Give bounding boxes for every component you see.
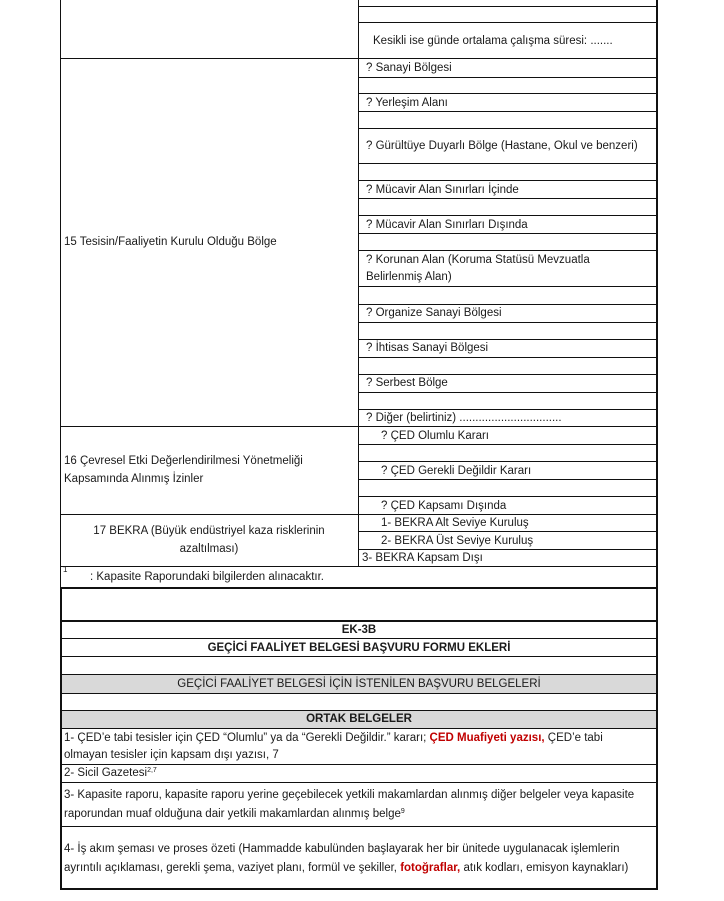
option-eia-not-required[interactable]: ? ÇED Gerekli Değildir Kararı — [381, 465, 532, 477]
option-eia-out-of-scope[interactable]: ? ÇED Kapsamı Dışında — [381, 500, 507, 512]
row2-text: 2- Sicil Gazetesi — [64, 767, 148, 779]
item-17-label-line1: 17 BEKRA (Büyük endüstriyel kaza risklerinin — [93, 525, 325, 537]
row4-text-b: atık kodları, emisyon kaynakları) — [460, 862, 629, 874]
required-documents-header: GEÇİCİ FAALİYET BELGESİ İÇİN İSTENİLEN BAŞVURU BELGELERİ — [177, 678, 541, 690]
option-protected-area[interactable]: ? Korunan Alan (Koruma Statüsü Mevzuatla — [366, 254, 590, 266]
option-organized-industrial-zone[interactable]: ? Organize Sanayi Bölgesi — [366, 307, 502, 319]
document-row-3-line2 — [64, 806, 405, 822]
option-bekra-upper-tier[interactable]: 2- BEKRA Üst Seviye Kuruluş — [381, 535, 534, 547]
option-other[interactable]: ? Diğer (belirtiniz) ................................ — [366, 412, 562, 424]
footnote-text: : Kapasite Raporundaki bilgilerden alınacaktır. — [90, 571, 324, 583]
item-17-label-line2: azaltılması) — [179, 543, 239, 555]
option-protected-area-cont: Belirlenmiş Alan) — [366, 271, 452, 283]
option-eia-positive[interactable]: ? ÇED Olumlu Kararı — [381, 430, 490, 442]
common-documents-header: ORTAK BELGELER — [306, 713, 412, 725]
document-row-4-line1: 4- İş akım şeması ve proses özeti (Hammadde kabulünden başlayarak her bir ünitede uygulanacak işlemlerin — [64, 843, 620, 855]
working-time-text: Kesikli ise günde ortalama çalışma süresi: ....... — [373, 35, 613, 47]
option-within-adjacent-area[interactable]: ? Mücavir Alan Sınırları İçinde — [366, 184, 519, 196]
row4-red-text: fotoğraflar, — [400, 862, 461, 874]
document-row-1 — [64, 730, 603, 746]
option-specialized-industrial-zone[interactable]: ? İhtisas Sanayi Bölgesi — [366, 342, 489, 354]
footnote-mark: 1 — [63, 565, 68, 574]
item-15-label: 15 Tesisin/Faaliyetin Kurulu Olduğu Bölge — [64, 236, 277, 248]
item-16-label-line1: 16 Çevresel Etki Değerlendirilmesi Yönetmeliği — [64, 455, 303, 467]
annex-code: EK-3B — [341, 624, 377, 636]
option-noise-sensitive-zone[interactable]: ? Gürültüye Duyarlı Bölge (Hastane, Okul ve benzeri) — [366, 140, 638, 152]
document-row-3-line1: 3- Kapasite raporu, kapasite raporu yerine geçebilecek yetkili makamlardan alınmış diğer belgeler veya kapasite — [64, 789, 635, 801]
option-free-zone[interactable]: ? Serbest Bölge — [366, 377, 448, 389]
row1-red-text: ÇED Muafiyeti yazısı, — [429, 732, 545, 744]
row2-sup: 2,7 — [147, 767, 157, 774]
annex-title: GEÇİCİ FAALİYET BELGESİ BAŞVURU FORMU EKLERİ — [207, 642, 511, 654]
document-row-1-line2: olmayan tesisler için kapsam dışı yazısı, 7 — [64, 749, 279, 761]
document-row-4-line2 — [64, 860, 628, 876]
row1-text-a: 1- ÇED’e tabi tesisler için ÇED “Olumlu” ya da “Gerekli Değildir.” kararı; — [64, 732, 430, 744]
option-bekra-lower-tier[interactable]: 1- BEKRA Alt Seviye Kuruluş — [381, 517, 529, 529]
row3-sup: 9 — [400, 808, 405, 815]
item-16-label-line2: Kapsamında Alınmış İzinler — [64, 473, 204, 485]
option-bekra-out-of-scope[interactable]: 3- BEKRA Kapsam Dışı — [362, 552, 483, 564]
option-industrial-zone[interactable]: ? Sanayi Bölgesi — [366, 62, 452, 74]
row4-text-a: ayrıntılı açıklaması, gerekli şema, vaziyet planı, formül ve şekiller, — [64, 862, 401, 874]
row3-text-line2: raporundan muaf olduğuna dair yetkili makamlardan alınmış belge — [64, 808, 401, 820]
row1-text-b: ÇED’e tabi — [544, 732, 603, 744]
option-residential-area[interactable]: ? Yerleşim Alanı — [366, 97, 448, 109]
option-outside-adjacent-area[interactable]: ? Mücavir Alan Sınırları Dışında — [366, 219, 528, 231]
document-row-2 — [64, 765, 157, 781]
